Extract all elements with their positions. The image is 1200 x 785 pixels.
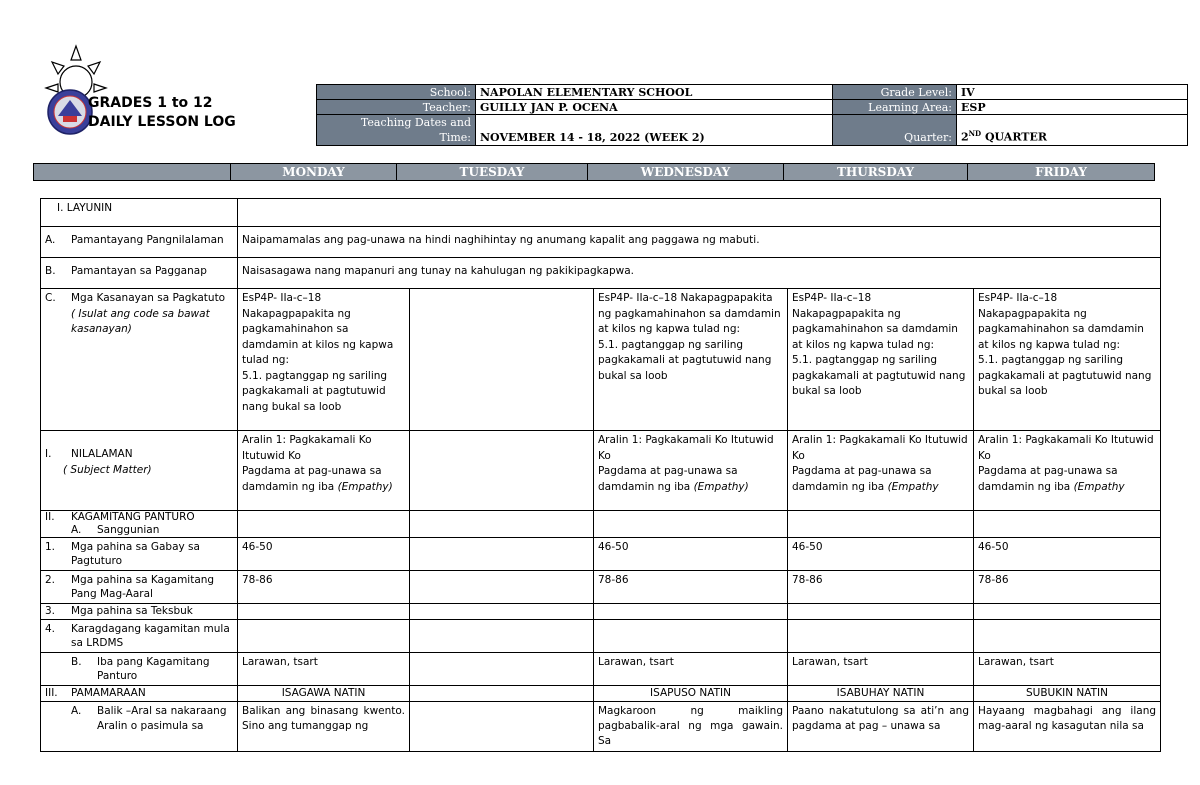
teaching-dates-value: NOVEMBER 14 - 18, 2022 (WEEK 2): [476, 115, 833, 146]
row-label: Karagdagang kagamitan mula sa LRDMS: [71, 623, 230, 649]
balik-aral-wednesday: Magkaroon ng maikling pagbabalik-aral ng mga gawain. Sa: [594, 702, 788, 752]
table-row: [41, 538, 1161, 571]
info-table: [316, 84, 1188, 146]
day-header-blank: [34, 164, 231, 181]
row-number: I.: [45, 448, 52, 460]
nilalaman-monday: [238, 431, 410, 511]
table-row: [41, 227, 1161, 258]
aralin-title: Aralin 1: Pagkakamali Ko Itutuwid Ko: [598, 434, 774, 462]
kagamitang-mag-aaral-label: [41, 571, 238, 604]
pamamaraan-label: [41, 686, 238, 702]
row-number: B.: [71, 656, 82, 668]
teaching-dates-label-line1: Teaching Dates and: [360, 116, 471, 129]
day-header-tuesday: TUESDAY: [397, 164, 588, 181]
row-number: C.: [45, 292, 56, 304]
empathy-note: (Empathy: [1073, 480, 1125, 493]
teksbuk-monday: [238, 604, 410, 620]
school-value: NAPOLAN ELEMENTARY SCHOOL: [476, 85, 833, 100]
gabay-pagtuturo-label: [41, 538, 238, 571]
teksbuk-thursday: [788, 604, 974, 620]
aralin-topic: Pagdama at pag-unawa sa damdamin ng iba: [978, 465, 1118, 493]
row-number: A.: [45, 234, 56, 246]
iba-pang-kagamitan-thursday: Larawan, tsart: [788, 653, 974, 686]
aralin-title: Aralin 1: Pagkakamali Ko Itutuwid Ko: [978, 434, 1154, 462]
nilalaman-friday: [974, 431, 1161, 511]
quarter-number: 2: [961, 131, 969, 144]
teksbuk-tuesday: [410, 604, 594, 620]
layunin-cell: [238, 199, 1161, 227]
kagamitang-panturo-thursday: [788, 511, 974, 538]
row-number: 3.: [45, 605, 56, 617]
kasanayan-thursday: EsP4P- IIa-c–18 Nakapagpapakita ng pagkamahinahon sa damdamin at kilos ng kapwa tulad ng: 5.1. pagtanggap ng sariling pagkakamali at pagtutuwid nang bukal sa loob: [788, 289, 974, 431]
gabay-pagtuturo-friday: 46-50: [974, 538, 1161, 571]
lrdms-thursday: [788, 620, 974, 653]
lrdms-label: [41, 620, 238, 653]
aralin-topic: Pagdama at pag-unawa sa damdamin ng iba: [792, 465, 932, 493]
empathy-note: (Empathy): [337, 480, 393, 493]
gabay-pagtuturo-monday: 46-50: [238, 538, 410, 571]
nilalaman-wednesday: [594, 431, 788, 511]
quarter-suffix: ND: [968, 129, 982, 139]
pamantayang-pangnilalaman-label: [41, 227, 238, 258]
day-header-friday: FRIDAY: [968, 164, 1155, 181]
pamamaraan-thursday: ISABUHAY NATIN: [788, 686, 974, 702]
row-label: Pamantayan sa Pagganap: [71, 265, 207, 277]
row-number: A.: [71, 524, 82, 536]
gabay-pagtuturo-wednesday: 46-50: [594, 538, 788, 571]
row-number: II.: [45, 511, 55, 523]
table-row: [41, 431, 1161, 511]
iba-pang-kagamitan-friday: Larawan, tsart: [974, 653, 1161, 686]
lrdms-wednesday: [594, 620, 788, 653]
nilalaman-label: [41, 431, 238, 511]
row-label: Mga Kasanayan sa Pagkatuto: [71, 292, 226, 304]
kagamitang-panturo-label: [41, 511, 238, 538]
lrdms-tuesday: [410, 620, 594, 653]
row-number: 1.: [45, 541, 56, 553]
aralin-title: Aralin 1: Pagkakamali Ko Itutuwid Ko: [792, 434, 968, 462]
row-label: PAMAMARAAN: [71, 687, 146, 699]
aralin-topic: Pagdama at pag-unawa sa damdamin ng iba: [242, 465, 382, 493]
table-row: [41, 653, 1161, 686]
row-number: 4.: [45, 623, 56, 635]
lrdms-friday: [974, 620, 1161, 653]
kagamitang-mag-aaral-friday: 78-86: [974, 571, 1161, 604]
row-label: Mga pahina sa Kagamitang Pang Mag-Aaral: [71, 574, 215, 600]
row-label: Iba pang Kagamitang Panturo: [97, 656, 210, 682]
balik-aral-monday: Balikan ang binasang kwento. Sino ang tumanggap ng: [238, 702, 410, 752]
pamamaraan-friday: SUBUKIN NATIN: [974, 686, 1161, 702]
empathy-note: (Empathy): [693, 480, 749, 493]
row-label: Mga pahina sa Teksbuk: [71, 605, 193, 617]
teksbuk-label: [41, 604, 238, 620]
row-label: Pamantayang Pangnilalaman: [71, 234, 224, 246]
lesson-plan-table: [40, 198, 1161, 752]
table-row: [41, 571, 1161, 604]
row-label: NILALAMAN: [71, 448, 133, 460]
iba-pang-kagamitan-tuesday: [410, 653, 594, 686]
nilalaman-tuesday: [410, 431, 594, 511]
kasanayan-tuesday: [410, 289, 594, 431]
learning-area-label: Learning Area:: [833, 100, 957, 115]
row-label: Balik –Aral sa nakaraang Aralin o pasimula sa: [97, 705, 227, 732]
table-row: [41, 686, 1161, 702]
title-grades: GRADES 1 to 12: [88, 95, 213, 111]
teacher-value: GUILLY JAN P. OCENA: [476, 100, 833, 115]
day-header-wednesday: WEDNESDAY: [588, 164, 784, 181]
iba-pang-kagamitan-label: [41, 653, 238, 686]
row-number: A.: [71, 705, 82, 717]
weekday-header-bar: [33, 163, 1155, 181]
row-number: 2.: [45, 574, 56, 586]
kagamitang-panturo-tuesday: [410, 511, 594, 538]
balik-aral-label: [41, 702, 238, 752]
row-label: KAGAMITANG PANTURO: [71, 511, 195, 523]
table-row: [41, 199, 1161, 227]
kasanayan-friday: EsP4P- IIa-c–18 Nakapagpapakita ng pagkamahinahon sa damdamin at kilos ng kapwa tulad ng: 5.1. pagtanggap ng sariling pagkakamali at pagtutuwid nang bukal sa loob: [974, 289, 1161, 431]
nilalaman-sublabel: ( Subject Matter): [63, 463, 152, 476]
day-header-monday: MONDAY: [231, 164, 397, 181]
kagamitang-mag-aaral-wednesday: 78-86: [594, 571, 788, 604]
teksbuk-wednesday: [594, 604, 788, 620]
row-label: Sanggunian: [97, 524, 160, 536]
kasanayan-wednesday: EsP4P- IIa-c–18 Nakapagpapakita ng pagkamahinahon sa damdamin at kilos ng kapwa tulad ng: 5.1. pagtanggap ng sariling pagkakamali at pagtutuwid nang bukal sa loob: [594, 289, 788, 431]
pamantayan-sa-pagganap-text: Naisasagawa nang mapanuri ang tunay na kahulugan ng pakikipagkapwa.: [238, 258, 1161, 289]
grade-level-value: IV: [957, 85, 1188, 100]
kasanayan-sublabel: ( Isulat ang code sa bawat kasanayan): [71, 307, 210, 335]
empathy-note: (Empathy: [887, 480, 939, 493]
day-header-thursday: THURSDAY: [784, 164, 968, 181]
teksbuk-friday: [974, 604, 1161, 620]
table-row: [41, 258, 1161, 289]
pamamaraan-wednesday: ISAPUSO NATIN: [594, 686, 788, 702]
table-row: [41, 511, 1161, 538]
lrdms-monday: [238, 620, 410, 653]
row-number: B.: [45, 265, 56, 277]
teaching-dates-label: [317, 115, 476, 146]
pamantayan-sa-pagganap-label: [41, 258, 238, 289]
kasanayan-monday: EsP4P- IIa-c–18 Nakapagpapakita ng pagkamahinahon sa damdamin at kilos ng kapwa tulad ng: 5.1. pagtanggap ng sariling pagkakamali at pagtutuwid nang bukal sa loob: [238, 289, 410, 431]
teaching-dates-label-line2: Time:: [439, 131, 471, 144]
aralin-title: Aralin 1: Pagkakamali Ko Itutuwid Ko: [242, 434, 372, 462]
kagamitang-mag-aaral-thursday: 78-86: [788, 571, 974, 604]
balik-aral-tuesday: [410, 702, 594, 752]
layunin-heading: I. LAYUNIN: [41, 199, 238, 227]
row-number: III.: [45, 687, 58, 699]
gabay-pagtuturo-thursday: 46-50: [788, 538, 974, 571]
kagamitang-panturo-wednesday: [594, 511, 788, 538]
gabay-pagtuturo-tuesday: [410, 538, 594, 571]
quarter-value: [957, 115, 1188, 146]
table-row: [41, 702, 1161, 752]
nilalaman-thursday: [788, 431, 974, 511]
aralin-topic: Pagdama at pag-unawa sa damdamin ng iba: [598, 465, 738, 493]
balik-aral-friday: Hayaang magbahagi ang ilang mag-aaral ng kasagutan nila sa: [974, 702, 1161, 752]
pamantayang-pangnilalaman-text: Naipamamalas ang pag-unawa na hindi naghihintay ng anumang kapalit ang paggawa ng mabuti.: [238, 227, 1161, 258]
table-row: [41, 620, 1161, 653]
kagamitang-panturo-monday: [238, 511, 410, 538]
learning-area-value: ESP: [957, 100, 1188, 115]
pamamaraan-monday: ISAGAWA NATIN: [238, 686, 410, 702]
iba-pang-kagamitan-monday: Larawan, tsart: [238, 653, 410, 686]
kasanayan-label: [41, 289, 238, 431]
quarter-word: QUARTER: [981, 131, 1047, 144]
school-label: School:: [317, 85, 476, 100]
kagamitang-panturo-friday: [974, 511, 1161, 538]
table-row: [41, 289, 1161, 431]
kagamitang-mag-aaral-tuesday: [410, 571, 594, 604]
title-daily-lesson-log: DAILY LESSON LOG: [88, 114, 236, 130]
grade-level-label: Grade Level:: [833, 85, 957, 100]
balik-aral-thursday: Paano nakatutulong sa ati’n ang pagdama at pag – unawa sa: [788, 702, 974, 752]
kagamitang-mag-aaral-monday: 78-86: [238, 571, 410, 604]
iba-pang-kagamitan-wednesday: Larawan, tsart: [594, 653, 788, 686]
quarter-label: Quarter:: [833, 115, 957, 146]
pamamaraan-tuesday: [410, 686, 594, 702]
teacher-label: Teacher:: [317, 100, 476, 115]
row-label: Mga pahina sa Gabay sa Pagtuturo: [71, 541, 200, 567]
table-row: [41, 604, 1161, 620]
